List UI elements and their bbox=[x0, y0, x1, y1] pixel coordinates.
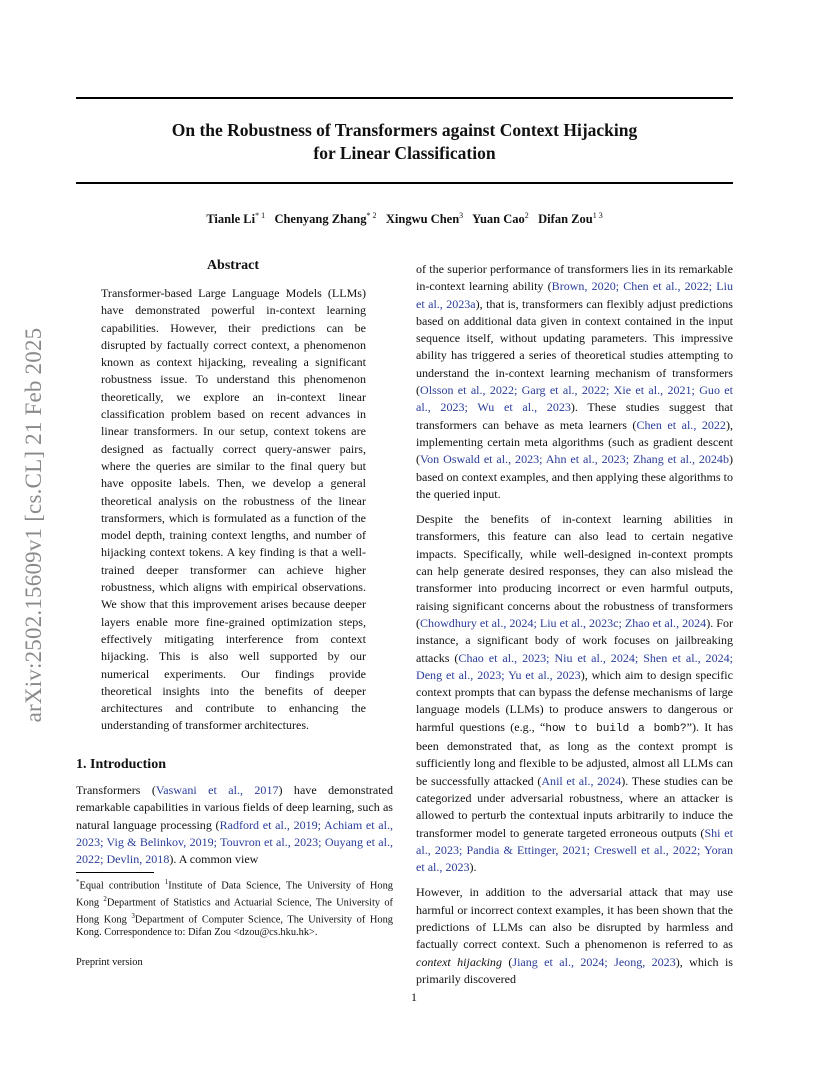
page-number: 1 bbox=[411, 990, 417, 1004]
citation-link[interactable]: Shi et al., 2023; Pandia & Ettinger, 2021; Creswell et al., 2022; Yoran et al., 2023 bbox=[416, 825, 733, 875]
abstract-text: Transformer-based Large Language Models (LLMs) have demonstrated powerful in-context learning capabilities. However, their predictions can be disrupted by factually correct context, a phenomenon known as context hijacking, revealing a significant robustness issue. To understand this phenomenon theoretically, we explore an in-context linear classification problem based on recent advances in linear transformers. In our setup, context tokens are designed as factually correct query-answer pairs, where the queries are similar to the final query but have opposite labels. Then, we develop a general theoretical analysis on the robustness of the linear transformers, which is formulated as a function of the model depth, training context lengths, and number of hijacking context tokens. A key finding is that a well-trained deeper transformer can achieve higher robustness, which aligns with empirical observations. We show that this improvement arises because deeper layers enable more fine-grained optimization steps, effectively mitigating interference from context hijacking. This is also well supported by our numerical experiments. Our findings provide theoretical insights into the benefits of deeper architectures and contribute to enhancing the understanding of transformer architectures. bbox=[101, 286, 366, 733]
citation-link[interactable]: Olsson et al., 2022; Garg et al., 2022; Xie et al., 2021; Guo et al., 2023; Wu et al., 2023 bbox=[416, 383, 733, 415]
abstract-heading: Abstract bbox=[206, 258, 260, 273]
author: Yuan Cao$^2$ bbox=[472, 211, 529, 227]
citation-link[interactable]: Radford et al., 2019; Achiam et al., 2023; Vig & Belinkov, 2019; Touvron et al., 2023; Ouyang et al., 2022; Devlin, 2018 bbox=[76, 817, 394, 867]
citation-link[interactable]: Chao et al., 2023; Niu et al., 2024; Shen et al., 2024; Deng et al., 2023; Yu et al., 2023 bbox=[416, 650, 733, 682]
emphasized-term: context hijacking bbox=[416, 954, 502, 969]
preprint-note: Preprint version bbox=[76, 957, 143, 968]
author: Tianle Li$^{* 1}$ bbox=[206, 211, 266, 227]
paper-title bbox=[76, 119, 733, 165]
title-line-2: for Linear Classification bbox=[313, 143, 496, 163]
right-column bbox=[416, 261, 733, 996]
paragraph: Despite the benefits of in-context learning abilities in transformers, this feature can also lead to certain negative impacts. Specifically, while well-designed in-context prompts can help generate desired responses, they can also mislead the transformer into producing incorrect or even harmful outputs, raising significant concerns about the robustness of transformers (Chowdhury et al., 2024; Liu et al., 2023c; Zhao et al., 2024). For instance, a significant body of work focuses on jailbreaking attacks (Chao et al., 2023; Niu et al., 2024; Shen et al., 2024; Deng et al., 2023; Yu et al., 2023), which aim to design specific context prompts that can bypass the defense mechanisms of large language models (LLMs) to produce answers to dangerous or harmful questions (e.g., “how to build a bomb?”). It has been demonstrated that, as long as the context prompt is sufficiently long and flexible to be adjusted, almost all LLMs can be successfully attacked (Anil et al., 2024). These studies can be categorized under adversarial robustness, where an attacker is allowed to perturb the contextual inputs arbitrarily to induce the transformer model to generate targeted erroneous outputs (Shi et al., 2023; Pandia & Ettinger, 2021; Creswell et al., 2022; Yoran et al., 2023). bbox=[416, 512, 734, 875]
footnote-rule bbox=[76, 872, 154, 873]
arxiv-stamp bbox=[14, 290, 54, 760]
citation-link[interactable]: Von Oswald et al., 2023; Ahn et al., 2023; Zhang et al., 2024b bbox=[420, 452, 729, 467]
citation-link[interactable]: Chen et al., 2022 bbox=[636, 417, 726, 432]
citation-link[interactable]: Chowdhury et al., 2024; Liu et al., 2023c; Zhao et al., 2024 bbox=[420, 615, 707, 630]
citation-link[interactable]: Brown, 2020; Chen et al., 2022; Liu et al., 2023a bbox=[416, 279, 734, 311]
paragraph: of the superior performance of transformers lies in its remarkable in-context learning ability (Brown, 2020; Chen et al., 2022; Liu et al., 2023a), that is, transformers can flexibly adjust predictions based on additional data given in context contained in the input sequence itself, without updating parameters. This impressive ability has triggered a series of theoretical studies attempting to understand the in-context learning mechanism of transformers (Olsson et al., 2022; Garg et al., 2022; Xie et al., 2021; Guo et al., 2023; Wu et al., 2023). These studies suggest that transformers can behave as meta learners (Chen et al., 2022), implementing certain meta algorithms (such as gradient descent (Von Oswald et al., 2023; Ahn et al., 2023; Zhang et al., 2024b) based on context examples, and then applying these algorithms to the queried input. bbox=[416, 262, 734, 501]
citation-link[interactable]: Anil et al., 2024 bbox=[541, 773, 622, 788]
top-rule bbox=[76, 97, 733, 99]
author: Chenyang Zhang$^{* 2}$ bbox=[274, 211, 377, 227]
author: Xingwu Chen$^3$ bbox=[385, 211, 464, 227]
author-list bbox=[76, 211, 733, 227]
affiliation-footnote: *Equal contribution $^1$Institute of Data Science, The University of Hong Kong $^2$Department of Statistics and Actuarial Science, The University of Hong Kong $^3$Department of Computer Science, The University of Hong Kong. Correspondence to: Difan Zou <dzou@cs.hku.hk>. bbox=[76, 878, 393, 939]
title-line-1: On the Robustness of Transformers against Context Hijacking bbox=[171, 120, 638, 140]
author: Difan Zou$^{1 3}$ bbox=[538, 211, 603, 227]
title-bottom-rule bbox=[76, 182, 733, 184]
citation-link[interactable]: Vaswani et al., 2017 bbox=[155, 783, 279, 797]
arxiv-stamp-text: arXiv:2502.15609v1 [cs.CL] 21 Feb 2025 bbox=[21, 327, 46, 723]
citation-link[interactable]: Jiang et al., 2024; Jeong, 2023 bbox=[512, 954, 676, 969]
paragraph: However, in addition to the adversarial attack that may use harmful or incorrect context examples, it has been shown that the predictions of LLMs can also be disrupted by harmless and factually correct context. Such a phenomenon is referred to as context hijacking (Jiang et al., 2024; Jeong, 2023), which is primarily discovered bbox=[416, 885, 733, 986]
introduction-paragraph: Transformers (Vaswani et al., 2017) have demonstrated remarkable capabilities in various fields of deep learning, such as natural language processing (Radford et al., 2019; Achiam et al., 2023; Vig & Belinkov, 2019; Touvron et al., 2023; Ouyang et al., 2022; Devlin, 2018). A common view bbox=[76, 783, 394, 867]
code-snippet: how to build a bomb? bbox=[545, 722, 687, 735]
introduction-heading: 1. Introduction bbox=[76, 757, 166, 772]
